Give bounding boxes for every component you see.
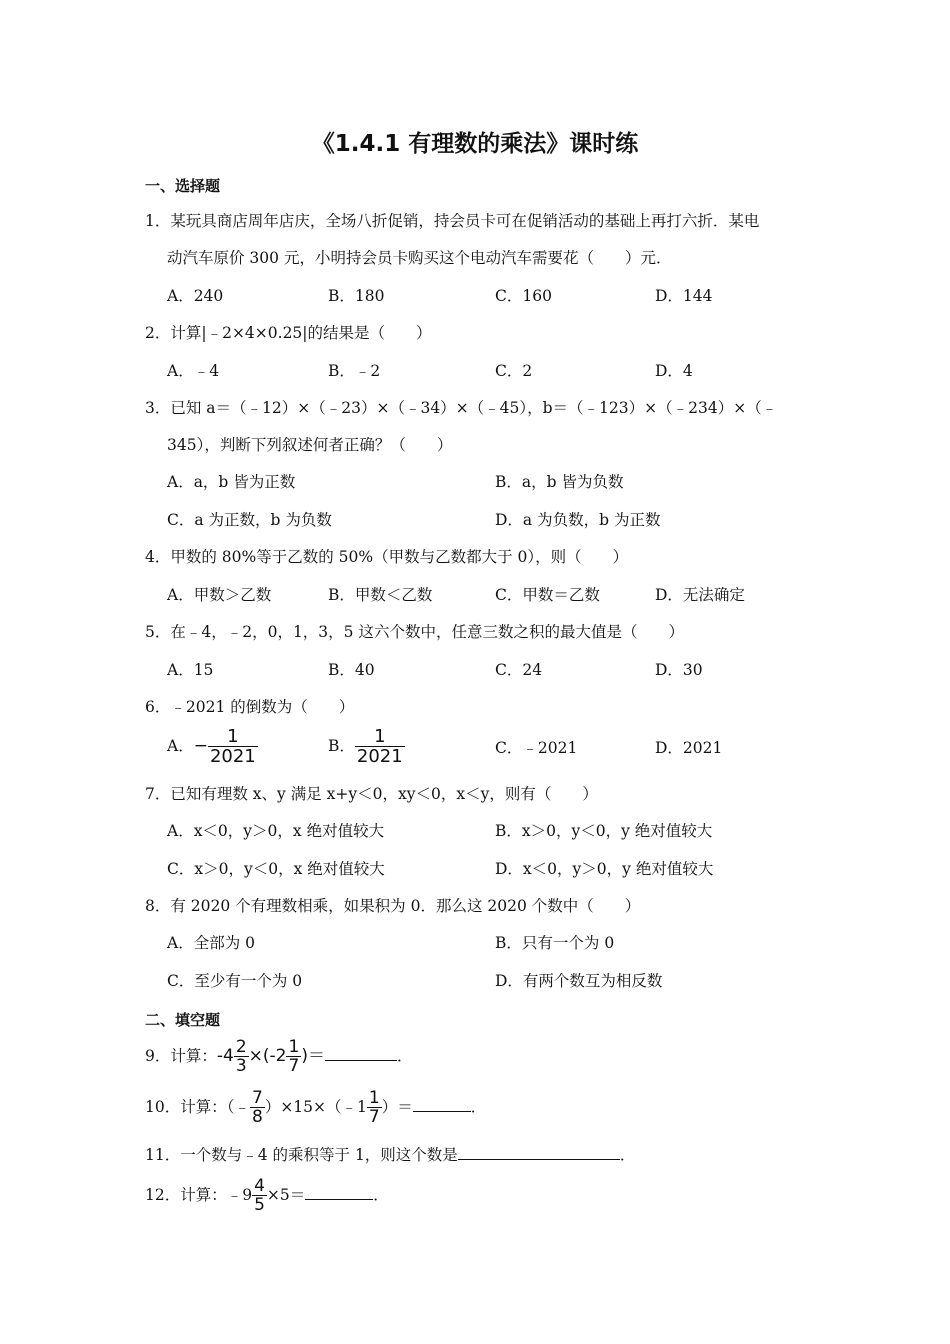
q8-option-b: B．只有一个为 0 xyxy=(495,934,615,952)
question-12 xyxy=(145,1175,389,1215)
q5-option-c: C．24 xyxy=(495,661,543,679)
question-11 xyxy=(145,1145,635,1165)
fraction-denominator: 7 xyxy=(368,1107,380,1127)
q10-end: ． xyxy=(470,1098,487,1116)
q9-prefix: 9．计算： xyxy=(145,1047,217,1065)
q1-option-d: D．144 xyxy=(655,287,713,305)
question-8: 8．有 2020 个有理数相乘，如果积为 0．那么这 2020 个数中（ ） xyxy=(145,897,641,915)
q12-prefix: 12．计算：﹣9 xyxy=(145,1186,253,1204)
q8-option-c: C．至少有一个为 0 xyxy=(167,972,303,990)
q12-fraction xyxy=(252,1178,267,1214)
q9-whole-1: -4 xyxy=(216,1046,234,1066)
q11-end: ． xyxy=(619,1146,636,1164)
q10-tail: ）＝ xyxy=(381,1098,413,1116)
q9-end: ． xyxy=(396,1047,413,1065)
question-6: 6．﹣2021 的倒数为（ ） xyxy=(145,698,355,716)
fraction-numerator: 2 xyxy=(235,1037,247,1057)
fraction-numerator: 7 xyxy=(251,1088,263,1108)
q1-option-c: C．160 xyxy=(495,287,552,305)
q4-option-d: D．无法确定 xyxy=(655,586,745,604)
q3-option-a: A．a，b 皆为正数 xyxy=(167,473,296,491)
q3-option-c: C．a 为正数，b 为负数 xyxy=(167,511,332,529)
q3-option-b: B．a，b 皆为负数 xyxy=(495,473,624,491)
q6-option-b-fraction xyxy=(355,728,405,766)
q7-option-b: B．x＞0，y＜0，y 绝对值较大 xyxy=(495,822,713,840)
fraction-numerator: 1 xyxy=(227,726,239,747)
q6-option-b-label: B． xyxy=(328,737,355,755)
q3-option-d: D．a 为负数，b 为正数 xyxy=(495,511,661,529)
q7-option-a: A．x＜0，y＞0，x 绝对值较大 xyxy=(167,822,385,840)
fraction-denominator: 7 xyxy=(288,1056,300,1076)
question-4: 4．甲数的 80%等于乙数的 50%（甲数与乙数都大于 0），则（ ） xyxy=(145,548,629,566)
q12-answer-blank[interactable] xyxy=(305,1185,373,1200)
q8-option-a: A．全部为 0 xyxy=(167,934,255,952)
section-heading-choice: 一、选择题 xyxy=(145,177,221,195)
question-3-line-1: 3．已知 a＝（﹣12）×（﹣23）×（﹣34）×（﹣45），b＝（﹣123）×（﹣234）×（﹣ xyxy=(145,399,778,417)
q10-fraction-1 xyxy=(250,1090,265,1126)
q6-option-a-label: A． xyxy=(167,737,194,755)
fraction-denominator: 2021 xyxy=(209,746,256,767)
q1-option-b: B．180 xyxy=(328,287,385,305)
q7-option-d: D．x＜0，y＞0，y 绝对值较大 xyxy=(495,860,714,878)
q8-option-d: D．有两个数互为相反数 xyxy=(495,972,663,990)
q10-answer-blank[interactable] xyxy=(413,1097,471,1112)
q5-option-a: A．15 xyxy=(167,661,214,679)
question-5: 5．在﹣4，﹣2，0，1，3，5 这六个数中，任意三数之积的最大值是（ ） xyxy=(145,623,684,641)
question-1-line-1: 1．某玩具商店周年店庆，全场八折促销，持会员卡可在促销活动的基础上再打六折．某电 xyxy=(145,212,760,230)
fraction-numerator: 1 xyxy=(374,726,386,747)
q2-option-d: D．4 xyxy=(655,362,693,380)
fraction-denominator: 2021 xyxy=(356,746,403,767)
question-3-line-2: 345），判断下列叙述何者正确？（ ） xyxy=(167,436,453,454)
q11-answer-blank[interactable] xyxy=(458,1145,620,1160)
q6-option-a xyxy=(167,728,258,766)
q6-option-a-fraction xyxy=(208,728,258,766)
question-7: 7．已知有理数 x、y 满足 x+y＜0，xy＜0，x＜y，则有（ ） xyxy=(145,785,598,803)
q6-option-a-sign: − xyxy=(193,736,208,756)
question-2: 2．计算|﹣2×4×0.25|的结果是（ ） xyxy=(145,324,432,342)
fraction-denominator: 8 xyxy=(251,1107,263,1127)
q6-option-c: C．﹣2021 xyxy=(495,739,578,757)
q10-fraction-2 xyxy=(367,1090,382,1126)
q9-tail: )＝ xyxy=(301,1046,325,1066)
q7-option-c: C．x＞0，y＜0，x 绝对值较大 xyxy=(167,860,385,878)
q2-option-c: C．2 xyxy=(495,362,533,380)
q6-option-d: D．2021 xyxy=(655,739,723,757)
question-9 xyxy=(145,1036,412,1076)
q10-prefix: 10．计算：（﹣ xyxy=(145,1098,250,1116)
fraction-numerator: 1 xyxy=(288,1037,300,1057)
question-10 xyxy=(145,1087,486,1127)
fraction-denominator: 3 xyxy=(235,1056,247,1076)
q9-fraction-2 xyxy=(286,1039,301,1075)
q9-fraction-1 xyxy=(234,1039,249,1075)
question-1-line-2: 动汽车原价 300 元，小明持会员卡购买这个电动汽车需要花（ ）元． xyxy=(167,249,672,267)
q12-tail: ×5＝ xyxy=(266,1186,306,1204)
page-title: 《1.4.1 有理数的乘法》课时练 xyxy=(311,131,639,157)
q4-option-b: B．甲数＜乙数 xyxy=(328,586,433,604)
fraction-numerator: 1 xyxy=(368,1088,380,1108)
q11-text: 11．一个数与﹣4 的乘积等于 1，则这个数是 xyxy=(145,1146,458,1164)
q4-option-a: A．甲数＞乙数 xyxy=(167,586,272,604)
q5-option-d: D．30 xyxy=(655,661,703,679)
q9-middle: ×(-2 xyxy=(248,1046,287,1066)
fraction-numerator: 4 xyxy=(254,1176,265,1196)
section-heading-fill-blank: 二、填空题 xyxy=(145,1011,221,1029)
fraction-denominator: 5 xyxy=(254,1195,265,1215)
q4-option-c: C．甲数＝乙数 xyxy=(495,586,600,604)
q2-option-a: A．﹣4 xyxy=(167,362,220,380)
q10-middle: ）×15×（﹣1 xyxy=(264,1098,367,1116)
q2-option-b: B．﹣2 xyxy=(328,362,381,380)
q12-end: ． xyxy=(373,1186,389,1204)
q6-option-b xyxy=(328,728,405,766)
q5-option-b: B．40 xyxy=(328,661,375,679)
q9-answer-blank[interactable] xyxy=(325,1046,397,1061)
q1-option-a: A．240 xyxy=(167,287,224,305)
